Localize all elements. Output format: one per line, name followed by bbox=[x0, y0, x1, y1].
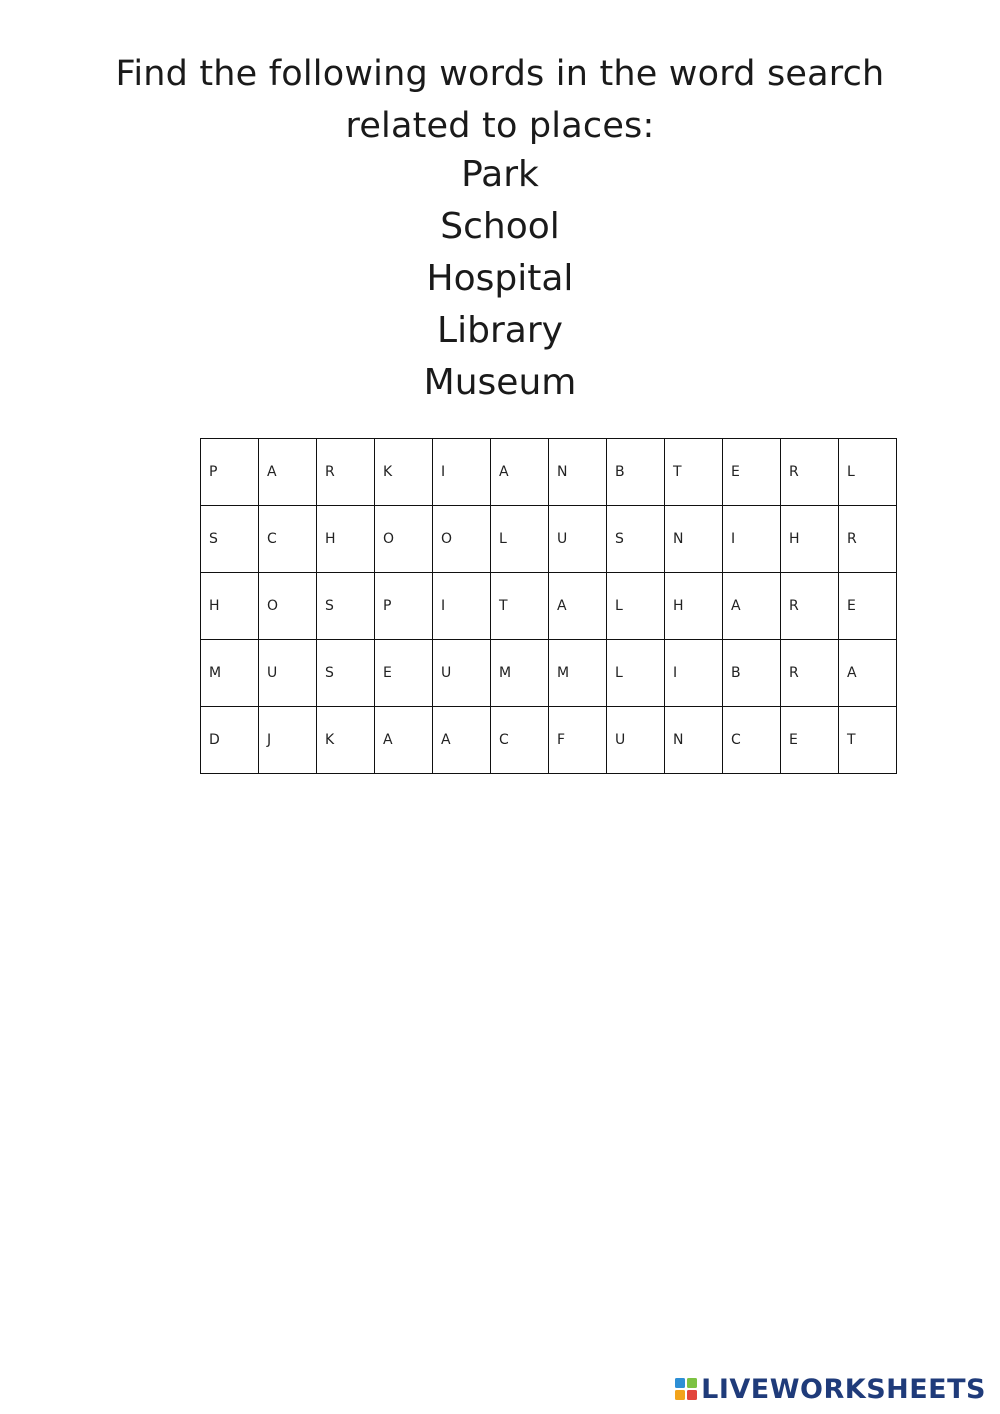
grid-cell[interactable]: T bbox=[665, 439, 723, 506]
instruction-line-2: related to places: bbox=[345, 106, 655, 146]
grid-cell[interactable]: U bbox=[549, 506, 607, 573]
grid-cell[interactable]: R bbox=[781, 439, 839, 506]
grid-cell[interactable]: I bbox=[665, 640, 723, 707]
grid-row bbox=[201, 707, 897, 774]
word-list bbox=[0, 149, 1000, 409]
grid-cell[interactable]: B bbox=[723, 640, 781, 707]
brand-name: LIVEWORKSHEETS bbox=[701, 1373, 986, 1405]
grid-cell[interactable]: A bbox=[839, 640, 897, 707]
grid-cell[interactable]: A bbox=[549, 573, 607, 640]
grid-row bbox=[201, 439, 897, 506]
grid-cell[interactable]: R bbox=[781, 640, 839, 707]
grid-cell[interactable]: S bbox=[317, 573, 375, 640]
grid-cell[interactable]: H bbox=[781, 506, 839, 573]
grid-cell[interactable]: E bbox=[375, 640, 433, 707]
grid-cell[interactable]: O bbox=[433, 506, 491, 573]
grid-cell[interactable]: O bbox=[259, 573, 317, 640]
grid-row bbox=[201, 640, 897, 707]
grid-cell[interactable]: U bbox=[607, 707, 665, 774]
grid-cell[interactable]: U bbox=[433, 640, 491, 707]
grid-cell[interactable]: H bbox=[201, 573, 259, 640]
grid-cell[interactable]: B bbox=[607, 439, 665, 506]
grid-cell[interactable]: D bbox=[201, 707, 259, 774]
brand-footer bbox=[675, 1374, 986, 1404]
grid-cell[interactable]: I bbox=[723, 506, 781, 573]
grid-cell[interactable]: L bbox=[839, 439, 897, 506]
word-item: Hospital bbox=[426, 258, 574, 299]
grid-cell[interactable]: H bbox=[317, 506, 375, 573]
grid-cell[interactable]: F bbox=[549, 707, 607, 774]
grid-cell[interactable]: A bbox=[491, 439, 549, 506]
grid-cell[interactable]: C bbox=[723, 707, 781, 774]
grid-row bbox=[201, 573, 897, 640]
word-item: Museum bbox=[423, 362, 577, 403]
grid-cell[interactable]: N bbox=[549, 439, 607, 506]
grid-cell[interactable]: S bbox=[607, 506, 665, 573]
word-item: Library bbox=[437, 310, 563, 351]
grid-cell[interactable]: A bbox=[723, 573, 781, 640]
grid-cell[interactable]: N bbox=[665, 707, 723, 774]
grid-cell[interactable]: K bbox=[375, 439, 433, 506]
grid-cell[interactable]: U bbox=[259, 640, 317, 707]
grid-cell[interactable]: J bbox=[259, 707, 317, 774]
liveworksheets-logo-icon bbox=[675, 1378, 697, 1400]
grid-cell[interactable]: S bbox=[201, 506, 259, 573]
grid-cell[interactable]: M bbox=[201, 640, 259, 707]
grid-cell[interactable]: M bbox=[491, 640, 549, 707]
grid-row bbox=[201, 506, 897, 573]
grid-cell[interactable]: P bbox=[375, 573, 433, 640]
grid-cell[interactable]: I bbox=[433, 439, 491, 506]
grid-cell[interactable]: R bbox=[317, 439, 375, 506]
grid-cell[interactable]: C bbox=[491, 707, 549, 774]
grid-cell[interactable]: N bbox=[665, 506, 723, 573]
grid-cell[interactable]: L bbox=[607, 573, 665, 640]
word-item: School bbox=[440, 206, 560, 247]
grid-cell[interactable]: R bbox=[839, 506, 897, 573]
grid-cell[interactable]: A bbox=[433, 707, 491, 774]
grid-cell[interactable]: E bbox=[781, 707, 839, 774]
grid-cell[interactable]: E bbox=[839, 573, 897, 640]
grid-cell[interactable]: H bbox=[665, 573, 723, 640]
grid-cell[interactable]: A bbox=[375, 707, 433, 774]
grid-cell[interactable]: T bbox=[491, 573, 549, 640]
grid-cell[interactable]: L bbox=[607, 640, 665, 707]
grid-cell[interactable]: E bbox=[723, 439, 781, 506]
grid-cell[interactable]: T bbox=[839, 707, 897, 774]
grid-cell[interactable]: P bbox=[201, 439, 259, 506]
grid-cell[interactable]: L bbox=[491, 506, 549, 573]
grid-cell[interactable]: O bbox=[375, 506, 433, 573]
grid-cell[interactable]: M bbox=[549, 640, 607, 707]
grid-cell[interactable]: S bbox=[317, 640, 375, 707]
word-item: Park bbox=[461, 154, 539, 195]
grid-cell[interactable]: C bbox=[259, 506, 317, 573]
grid-cell[interactable]: I bbox=[433, 573, 491, 640]
grid-cell[interactable]: K bbox=[317, 707, 375, 774]
word-search-grid bbox=[200, 438, 897, 774]
grid-cell[interactable]: A bbox=[259, 439, 317, 506]
grid-cell[interactable]: R bbox=[781, 573, 839, 640]
instruction-line-1: Find the following words in the word search bbox=[115, 54, 885, 94]
instruction-text bbox=[0, 48, 1000, 152]
